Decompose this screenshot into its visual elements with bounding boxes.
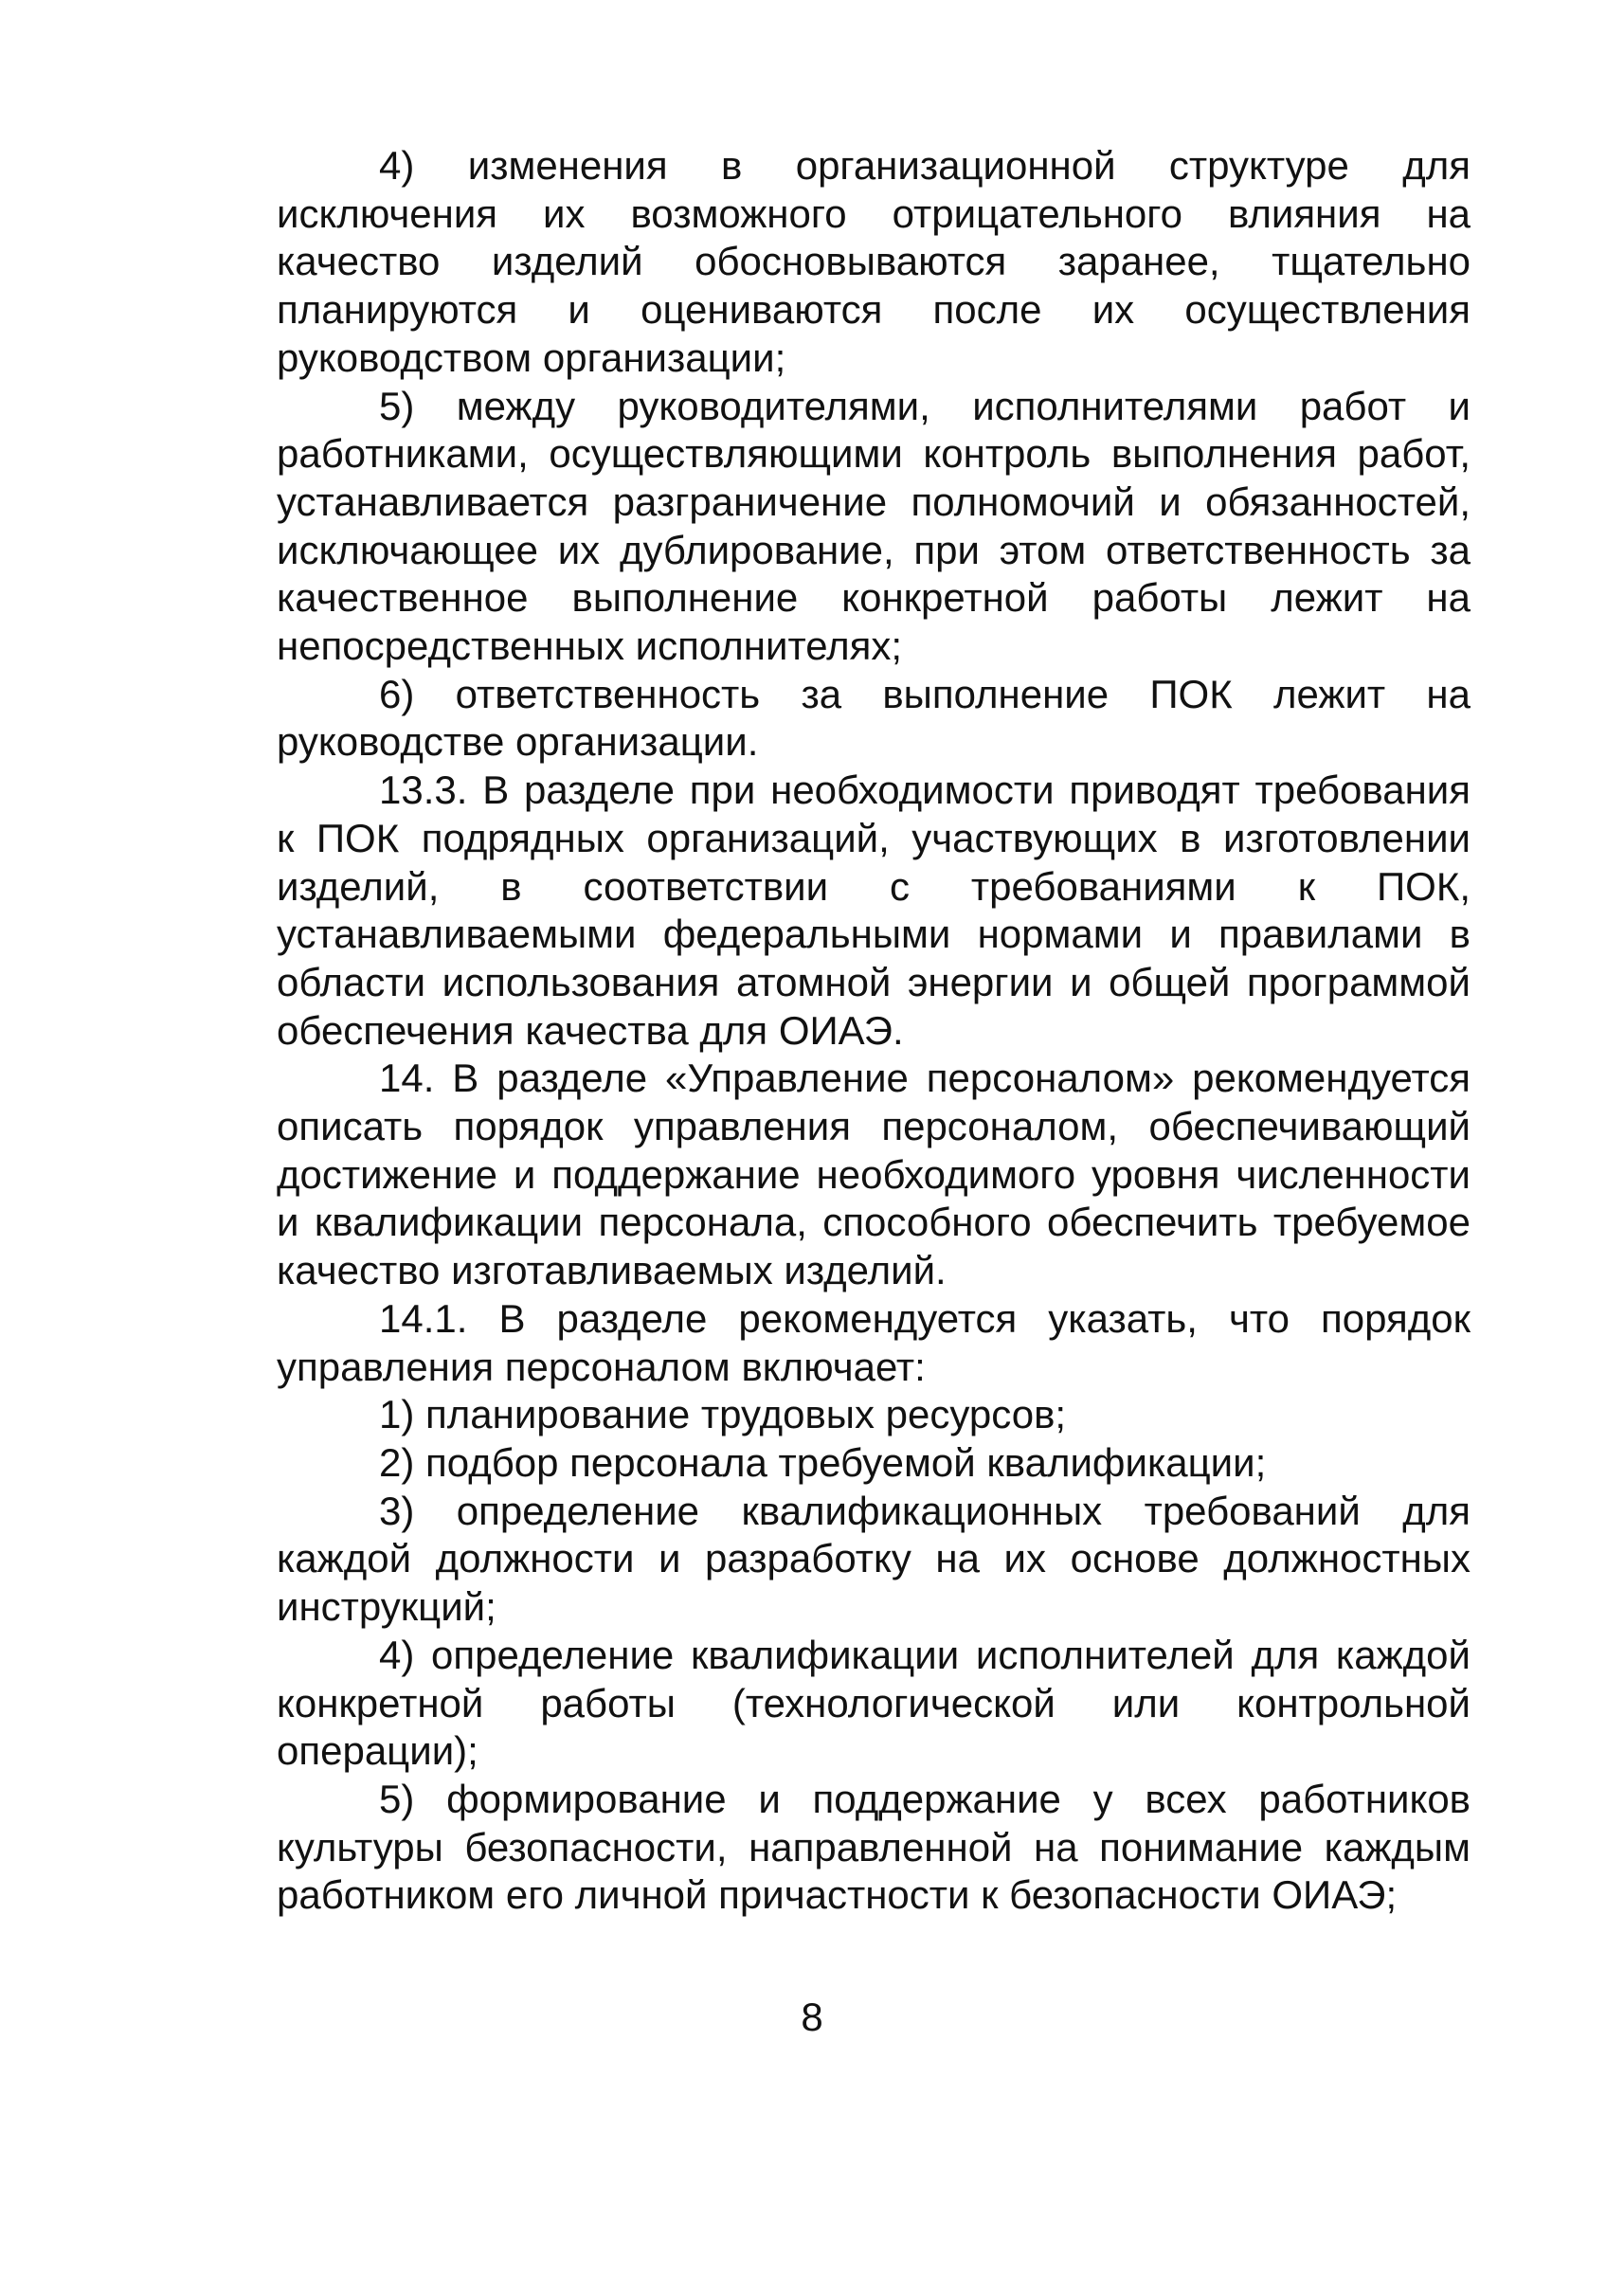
paragraph-14-1-intro: 14.1. В разделе рекомендуется указать, что порядок управления персоналом включает: bbox=[277, 1295, 1471, 1389]
paragraph-14-personnel-management: 14. В разделе «Управление персоналом» рекомендуется описать порядок управления персоналом, обеспечивающий достижение и поддержание необходимого уровня численности и квалификации персонала, способного обеспечить требуемое качество изготавливаемых изделий. bbox=[277, 1056, 1471, 1293]
paragraph-item-5-responsibility-split: 5) между руководителями, исполнителями работ и работниками, осуществляющими контроль выполнения работ, устанавливается разграничение полномочий и обязанностей, исключающее их дублирование, при этом ответственность за качественное выполнение конкретной работы лежит на непосредственных исполнителях; bbox=[277, 383, 1471, 669]
page-number: 8 bbox=[801, 1995, 823, 2039]
list-item-2-selection: 2) подбор персонала требуемой квалификации; bbox=[379, 1439, 1267, 1485]
paragraph-13-3-contractors: 13.3. В разделе при необходимости приводят требования к ПОК подрядных организаций, участвующих в изготовлении изделий, в соответствии с требованиями к ПОК, устанавливаемыми федеральными нормами и правилами в области использования атомной энергии и общей программой обеспечения качества для ОИАЭ. bbox=[277, 768, 1471, 1053]
list-item-1-planning: 1) планирование трудовых ресурсов; bbox=[379, 1392, 1067, 1437]
list-item-4-qualification: 4) определение квалификации исполнителей для каждой конкретной работы (технологической или контрольной операции); bbox=[277, 1632, 1471, 1774]
paragraph-item-4-org-structure: 4) изменения в организационной структуре для исключения их возможного отрицательного влияния на качество изделий обосновываются заранее, тщательно планируются и оцениваются после их осуществления руководством организации; bbox=[277, 143, 1471, 380]
list-item-5-safety-culture: 5) формирование и поддержание у всех работников культуры безопасности, направленной на понимание каждым работником его личной причастности к безопасности ОИАЭ; bbox=[277, 1776, 1471, 1918]
list-item-3-requirements: 3) определение квалификационных требований для каждой должности и разработку на их основе должностных инструкций; bbox=[277, 1488, 1471, 1630]
body-text bbox=[277, 142, 1471, 1920]
paragraph-item-6-pok-responsibility: 6) ответственность за выполнение ПОК лежит на руководстве организации. bbox=[277, 671, 1471, 765]
